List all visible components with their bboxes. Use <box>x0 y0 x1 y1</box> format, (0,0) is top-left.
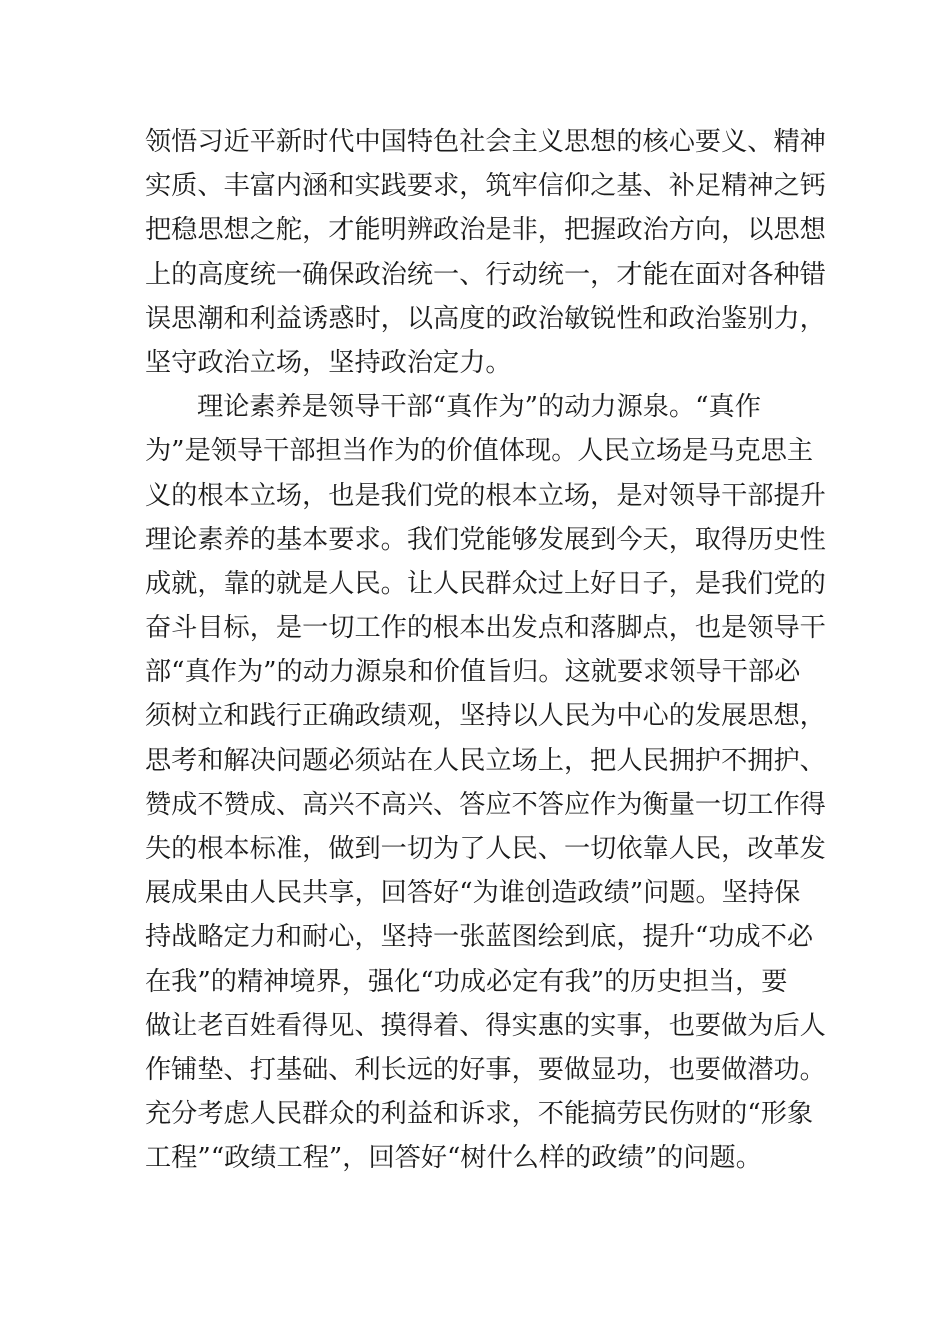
text-line: 坚守政治立场，坚持政治定力。 <box>145 347 512 378</box>
text-line: 思考和解决问题必须站在人民立场上，把人民拥护不拥护、 <box>145 745 826 776</box>
text-line: 持战略定力和耐心，坚持一张蓝图绘到底，提升“功成不必 <box>145 922 814 953</box>
text-line: 上的高度统一确保政治统一、行动统一，才能在面对各种错 <box>145 259 826 290</box>
text-line: 做让老百姓看得见、摸得着、得实惠的实事，也要做为后人 <box>145 1010 826 1041</box>
text-line: 义的根本立场，也是我们党的根本立场，是对领导干部提升 <box>145 480 826 511</box>
paragraph-1 <box>145 120 826 385</box>
text-line: 把稳思想之舵，才能明辨政治是非，把握政治方向，以思想 <box>145 215 826 246</box>
text-line: 实质、丰富内涵和实践要求，筑牢信仰之基、补足精神之钙 <box>145 171 826 202</box>
document-body <box>145 120 826 1181</box>
text-line: 失的根本标准，做到一切为了人民、一切依靠人民，改革发 <box>145 834 826 864</box>
text-line: 成就，靠的就是人民。让人民群众过上好日子，是我们党的 <box>145 568 826 599</box>
text-line: 在我”的精神境界，强化“功成必定有我”的历史担当，要 <box>145 966 788 997</box>
paragraph-2 <box>145 385 826 1180</box>
text-line: 充分考虑人民群众的利益和诉求，不能搞劳民伤财的“形象 <box>145 1099 814 1130</box>
text-line: 作铺垫、打基础、利长远的好事，要做显功，也要做潜功。 <box>145 1054 826 1085</box>
text-line: 工程”“政绩工程”，回答好“树什么样的政绩”的问题。 <box>145 1143 762 1174</box>
text-line: 赞成不赞成、高兴不高兴、答应不答应作为衡量一切工作得 <box>145 789 826 820</box>
text-line-first: 理论素养是领导干部“真作为”的动力源泉。“真作 <box>197 392 761 423</box>
text-line: 为”是领导干部担当作为的价值体现。人民立场是马克思主 <box>145 436 814 467</box>
text-line: 误思潮和利益诱惑时，以高度的政治敏锐性和政治鉴别力， <box>145 303 826 334</box>
text-line: 理论素养的基本要求。我们党能够发展到今天，取得历史性 <box>145 524 826 555</box>
text-line: 须树立和践行正确政绩观，坚持以人民为中心的发展思想， <box>145 701 826 732</box>
text-line: 部“真作为”的动力源泉和价值旨归。这就要求领导干部必 <box>145 657 801 688</box>
text-line: 展成果由人民共享，回答好“为谁创造政绩”问题。坚持保 <box>145 878 801 909</box>
text-line: 奋斗目标，是一切工作的根本出发点和落脚点，也是领导干 <box>145 613 826 644</box>
text-line: 领悟习近平新时代中国特色社会主义思想的核心要义、精神 <box>145 127 826 157</box>
